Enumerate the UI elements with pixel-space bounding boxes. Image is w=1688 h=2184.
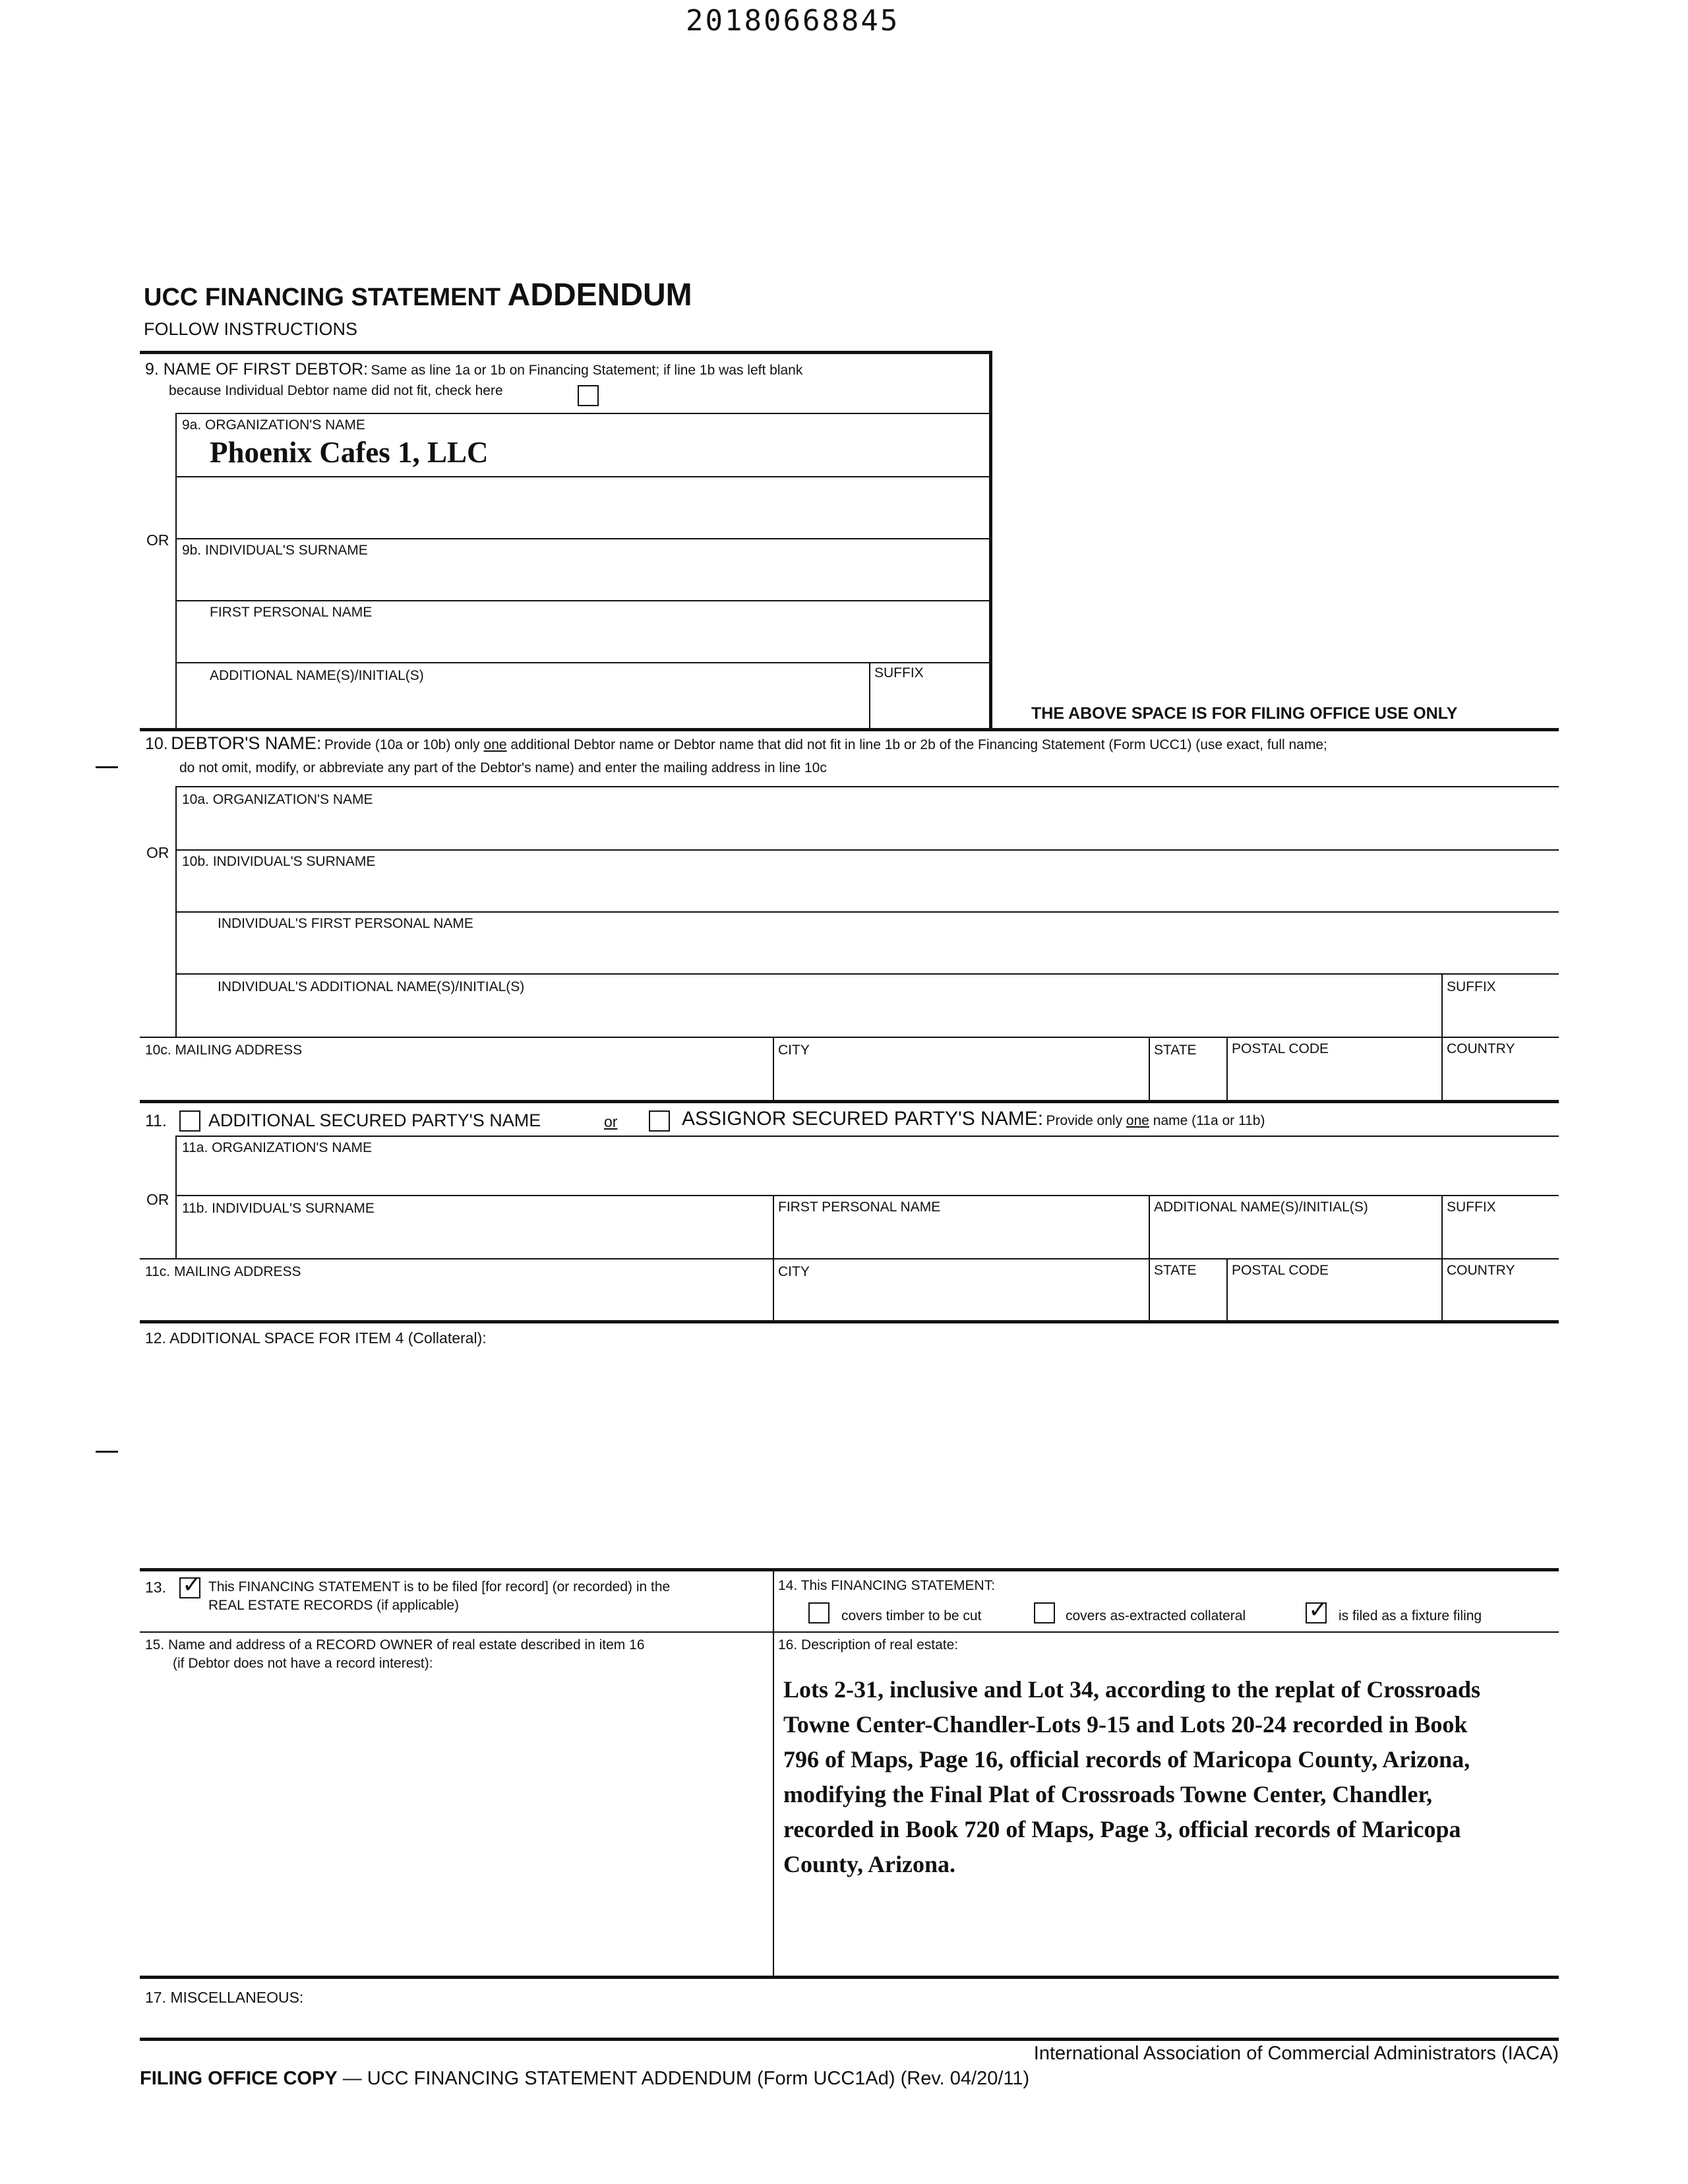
s10-note-b: additional Debtor name or Debtor name that did not fit in line 1b or 2b of the Financing Statement (Form UCC1) (use exact, full name; (506, 737, 1327, 752)
footer-form-name: — UCC FINANCING STATEMENT ADDENDUM (Form UCC1Ad) (Rev. 04/20/11) (337, 2068, 1030, 2089)
margin-mark-1 (96, 766, 118, 768)
s9-right-rule (989, 351, 992, 731)
s11-first-name-label: FIRST PERSONAL NAME (778, 1199, 941, 1215)
s16-description-line: recorded in Book 720 of Maps, Page 3, official records of Maricopa (783, 1816, 1461, 1842)
s11-postal-divider (1226, 1258, 1228, 1321)
s9-individual-checkbox[interactable] (578, 385, 599, 406)
s14-timber-checkbox[interactable] (808, 1602, 829, 1623)
s11-option-additional: ADDITIONAL SECURED PARTY'S NAME (208, 1110, 541, 1130)
s16-description-line: County, Arizona. (783, 1851, 956, 1877)
margin-mark-2 (96, 1451, 118, 1453)
s9-first-name-label: FIRST PERSONAL NAME (210, 605, 373, 620)
s11b-label: 11b. INDIVIDUAL'S SURNAME (182, 1201, 375, 1216)
s15-line1: 15. Name and address of a RECORD OWNER of real estate described in item 16 (145, 1637, 645, 1653)
s10a-label: 10a. ORGANIZATION'S NAME (182, 792, 373, 807)
s11c-label: 11c. MAILING ADDRESS (145, 1264, 301, 1279)
s17-label: 17. MISCELLANEOUS: (145, 1989, 304, 2006)
s9-suffix-divider (869, 662, 870, 731)
s9-title-main: 9. NAME OF FIRST DEBTOR: (145, 360, 369, 379)
s16-description-line: 796 of Maps, Page 16, official records of Maricopa County, Arizona, (783, 1746, 1470, 1773)
s16-description-line: Towne Center-Chandler-Lots 9-15 and Lots 20-24 recorded in Book (783, 1711, 1468, 1738)
s17-top-rule (140, 1976, 1559, 1979)
s11-suffix-divider (1441, 1195, 1443, 1258)
s10-top-rule (140, 728, 1559, 731)
s9-title (145, 361, 802, 378)
s11-assignor-label: ASSIGNOR SECURED PARTY'S NAME: (682, 1108, 1044, 1130)
s10-title-line2: do not omit, modify, or abbreviate any part of the Debtor's name) and enter the mailing address in line 10c (179, 760, 827, 775)
s9-check-instruction: because Individual Debtor name did not fit, check here (169, 383, 503, 398)
s11-country-label: COUNTRY (1447, 1263, 1515, 1278)
s11-city-label: CITY (778, 1264, 810, 1279)
s14-fixture-label: is filed as a fixture filing (1339, 1608, 1482, 1623)
s10-rule-e (140, 1037, 1559, 1038)
s9-rule-c (175, 538, 989, 539)
s11-top-rule (140, 1100, 1559, 1103)
s15-line2: (if Debtor does not have a record interest): (173, 1656, 433, 1671)
s10-rule-b (175, 849, 1559, 851)
s13-line1: This FINANCING STATEMENT is to be filed [for record] (or recorded) in the (208, 1579, 671, 1594)
s11-postal-label: POSTAL CODE (1232, 1263, 1329, 1278)
follow-instructions: FOLLOW INSTRUCTIONS (144, 319, 358, 339)
s11-num: 11. (145, 1112, 167, 1130)
s11-assignor-checkbox[interactable] (649, 1110, 670, 1132)
s10-title (145, 735, 1327, 752)
s11-option-assignor (682, 1109, 1265, 1129)
s9-rule-e (175, 662, 989, 663)
filing-office-note: THE ABOVE SPACE IS FOR FILING OFFICE USE ONLY (1031, 704, 1458, 723)
s16-description-line: Lots 2-31, inclusive and Lot 34, according to the replat of Crossroads (783, 1676, 1481, 1703)
s11-rule-b (175, 1195, 1559, 1196)
s10-num: 10. (145, 735, 168, 753)
s14-fixture-checkbox[interactable] (1306, 1596, 1329, 1623)
s11-state-label: STATE (1154, 1263, 1197, 1278)
s11-left-rule (175, 1136, 177, 1258)
s11-rule-c (140, 1258, 1559, 1259)
s13-real-estate-checkbox[interactable] (179, 1571, 202, 1598)
s14-timber-label: covers timber to be cut (841, 1608, 982, 1623)
s11-provide-a: Provide only (1046, 1113, 1126, 1128)
s10-city-divider (773, 1037, 774, 1100)
s12-top-rule (140, 1320, 1559, 1323)
s13-line2: REAL ESTATE RECORDS (if applicable) (208, 1598, 460, 1613)
s10-note-a: Provide (10a or 10b) only (324, 737, 484, 752)
s9-or: OR (146, 531, 169, 549)
s10-rule-c (175, 911, 1559, 913)
s16-description-line: modifying the Final Plat of Crossroads Towne Center, Chandler, (783, 1781, 1433, 1807)
s10-postal-divider (1226, 1037, 1228, 1100)
s10-state-label: STATE (1154, 1043, 1197, 1058)
footer-form-id (140, 2069, 1029, 2088)
s10-state-divider (1149, 1037, 1150, 1100)
s10-note-one: one (483, 737, 507, 752)
s10-city-label: CITY (778, 1043, 810, 1058)
s9b-label: 9b. INDIVIDUAL'S SURNAME (182, 543, 368, 558)
s9-rule-a (175, 413, 989, 414)
s14-label: 14. This FINANCING STATEMENT: (778, 1578, 996, 1593)
s10-title-main: DEBTOR'S NAME: (171, 733, 322, 753)
s11-additional-checkbox[interactable] (179, 1110, 200, 1132)
s10-postal-label: POSTAL CODE (1232, 1041, 1329, 1056)
s11-provide-one: one (1126, 1113, 1149, 1128)
s10-first-name-label: INDIVIDUAL'S FIRST PERSONAL NAME (218, 916, 473, 931)
s9a-org-name-value[interactable]: Phoenix Cafes 1, LLC (210, 436, 489, 469)
s11-provide-note (1046, 1113, 1265, 1128)
form-title (144, 280, 692, 311)
footer-iaca: International Association of Commercial Administrators (IACA) (1033, 2043, 1559, 2064)
s10-title-note (324, 737, 1327, 752)
form-title-addendum: ADDENDUM (507, 278, 692, 313)
s10-suffix-label: SUFFIX (1447, 979, 1496, 994)
s11-first-divider (773, 1195, 774, 1258)
check-mark-icon: ✓ (182, 1571, 202, 1598)
s13-top-rule (140, 1568, 1559, 1571)
s13-num: 13. (145, 1579, 166, 1596)
s10-rule-d (175, 973, 1559, 975)
s9-top-rule (140, 351, 992, 354)
check-mark-icon: ✓ (1308, 1596, 1329, 1623)
document-number: 20180668845 (686, 4, 900, 38)
s10-additional-label: INDIVIDUAL'S ADDITIONAL NAME(S)/INITIAL(S) (218, 979, 525, 994)
s9-title-note: Same as line 1a or 1b on Financing Statement; if line 1b was left blank (371, 363, 803, 378)
s9a-label: 9a. ORGANIZATION'S NAME (182, 417, 365, 433)
s11-or-word: or (604, 1113, 618, 1130)
s16-label: 16. Description of real estate: (778, 1637, 959, 1653)
s10-or: OR (146, 844, 169, 861)
footer-copy-label: FILING OFFICE COPY (140, 2068, 338, 2089)
s14-extracted-checkbox[interactable] (1034, 1602, 1055, 1623)
s11-additional-divider (1149, 1195, 1150, 1258)
s11-city-divider (773, 1258, 774, 1321)
s11-country-divider (1441, 1258, 1443, 1321)
s10-country-label: COUNTRY (1447, 1041, 1515, 1056)
s10c-label: 10c. MAILING ADDRESS (145, 1043, 303, 1058)
s11-rule-a (175, 1136, 1559, 1137)
s10-country-divider (1441, 1037, 1443, 1100)
s12-label: 12. ADDITIONAL SPACE FOR ITEM 4 (Collateral): (145, 1329, 487, 1347)
s11-additional-label: ADDITIONAL NAME(S)/INITIAL(S) (1154, 1199, 1368, 1215)
s9-suffix-label: SUFFIX (874, 665, 924, 681)
s9-rule-b (175, 476, 989, 477)
s11a-label: 11a. ORGANIZATION'S NAME (182, 1140, 372, 1155)
s9-additional-label: ADDITIONAL NAME(S)/INITIAL(S) (210, 668, 424, 683)
s10-rule-a (175, 786, 1559, 787)
s15-top-rule (140, 1631, 1559, 1633)
s9-left-rule (175, 413, 177, 731)
s10b-label: 10b. INDIVIDUAL'S SURNAME (182, 854, 376, 869)
form-title-main: UCC FINANCING STATEMENT (144, 284, 508, 311)
s10-suffix-divider (1441, 973, 1443, 1037)
s11-state-divider (1149, 1258, 1150, 1321)
s16-description (783, 1672, 1480, 1882)
s9-rule-d (175, 600, 989, 601)
s11-provide-b: name (11a or 11b) (1149, 1113, 1265, 1128)
s14-extracted-label: covers as-extracted collateral (1066, 1608, 1246, 1623)
s11-suffix-label: SUFFIX (1447, 1199, 1496, 1215)
s11-or: OR (146, 1191, 169, 1208)
footer-rule (140, 2038, 1559, 2041)
s13-s14-divider (773, 1568, 774, 1977)
